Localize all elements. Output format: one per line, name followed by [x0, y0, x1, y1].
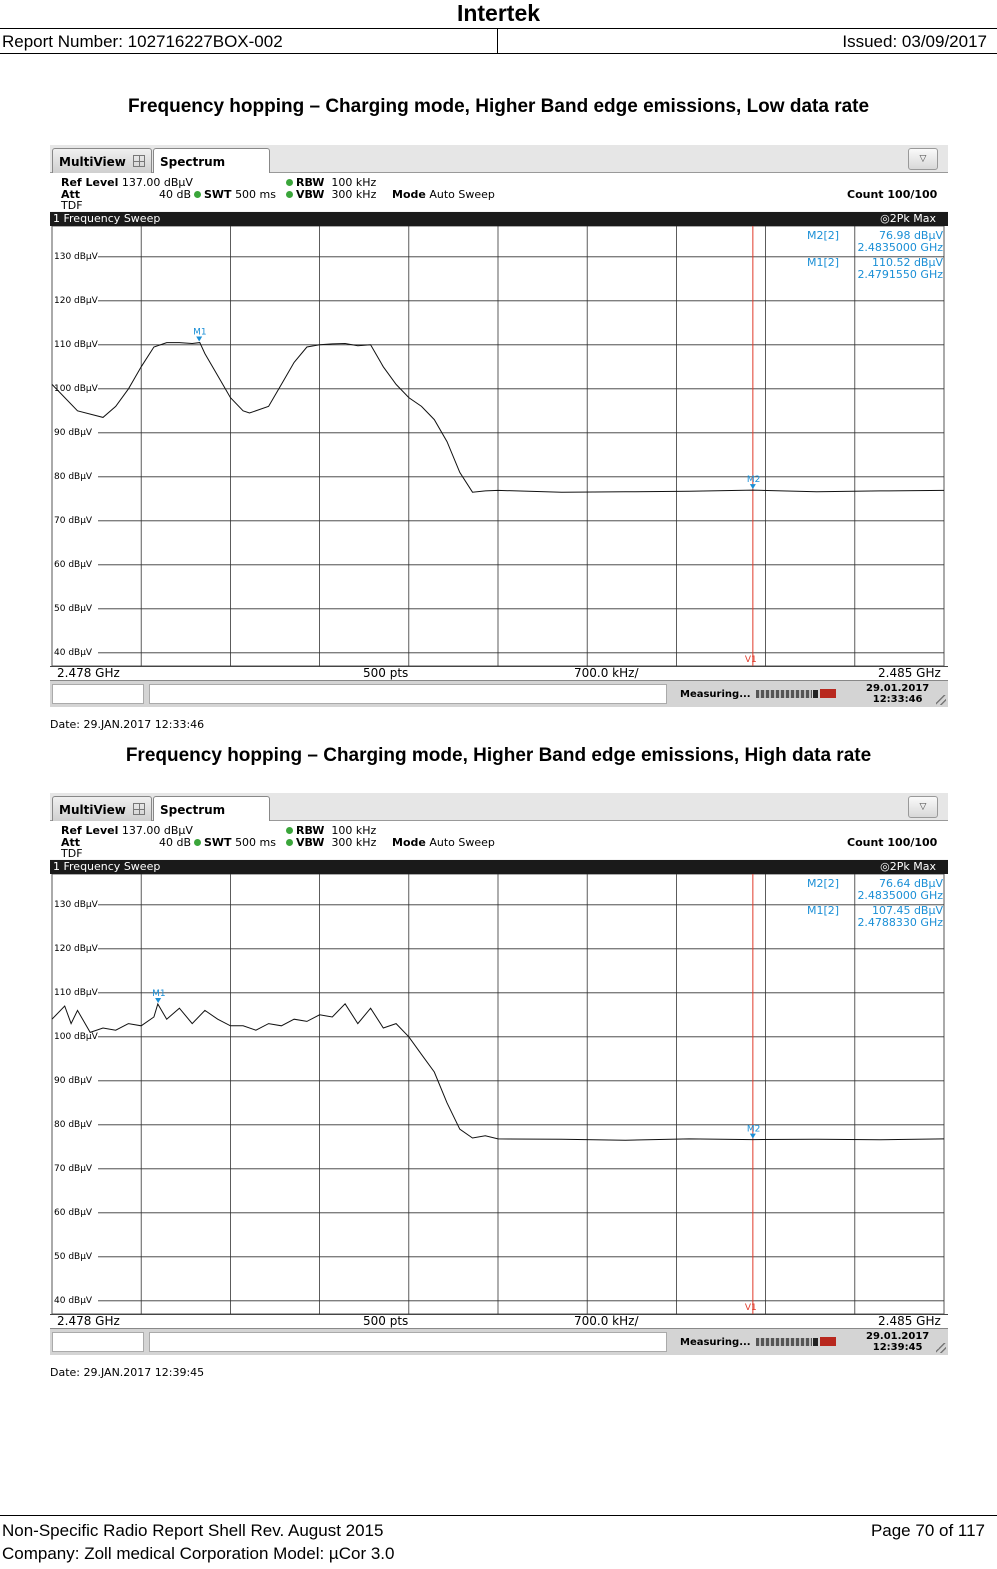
tdf-label: TDF: [61, 199, 83, 212]
measurement-params: [50, 173, 948, 211]
status-datetime: [866, 1331, 929, 1353]
status-datetime: [866, 683, 929, 705]
measuring-status: Measuring...: [680, 1337, 751, 1348]
message-field: [149, 1332, 667, 1352]
frequency-axis: [50, 666, 948, 680]
mode-value: Auto Sweep: [429, 188, 495, 201]
vbw-value: 300 kHz: [331, 188, 377, 201]
span-per-division: 700.0 kHz/: [574, 666, 639, 680]
marker-readout-level: 110.52 dBµV: [871, 256, 943, 269]
status-dot-icon: [286, 179, 293, 186]
vbw-label: VBW: [296, 836, 325, 849]
page-footer: [0, 1515, 997, 1563]
marker-readout-frequency: 2.4835000 GHz: [857, 889, 943, 902]
marker-label: M2: [746, 475, 761, 486]
status-dot-icon: [286, 827, 293, 834]
logo-icon: [820, 689, 836, 698]
marker-label: M1: [193, 327, 207, 338]
tab-multiview[interactable]: [52, 796, 152, 821]
status-dot-icon: [286, 191, 293, 198]
marker-readout-name: M2[2]: [807, 877, 840, 890]
start-frequency: 2.478 GHz: [57, 666, 120, 680]
y-tick-label: 60 dBµV: [54, 559, 93, 570]
stop-frequency: 2.485 GHz: [878, 1314, 941, 1328]
marker-readout-name: M2[2]: [807, 229, 840, 242]
stop-frequency: 2.485 GHz: [878, 666, 941, 680]
dropdown-button[interactable]: ▽: [908, 796, 938, 818]
y-tick-label: 110 dBµV: [54, 987, 98, 998]
marker-readout-frequency: 2.4788330 GHz: [857, 916, 943, 929]
marker-readout-name: M1[2]: [807, 256, 840, 269]
tab-multiview-label: MultiView: [59, 155, 126, 169]
status-dot-icon: [194, 839, 201, 846]
rbw-label: RBW: [296, 824, 325, 837]
trace-label: ◎2Pk Max: [880, 212, 936, 225]
company-title: Intertek: [456, 0, 541, 26]
v1-label: V1: [744, 655, 757, 665]
att-value: 40 dB: [159, 836, 192, 849]
y-tick-label: 70 dBµV: [54, 1163, 93, 1174]
y-tick-label: 90 dBµV: [54, 1075, 93, 1086]
spectrum-plot: [50, 874, 948, 1314]
marker-readout-level: 76.98 dBµV: [878, 229, 943, 242]
rbw-value: 100 kHz: [331, 824, 377, 837]
measurement-params: [50, 821, 948, 859]
tab-spectrum-label: Spectrum: [160, 803, 226, 817]
tab-spectrum[interactable]: [153, 148, 270, 174]
y-tick-label: 80 dBµV: [54, 1119, 93, 1130]
sweep-title-bar: [50, 212, 948, 226]
status-time: 12:33:46: [872, 694, 923, 705]
report-shell: Non-Specific Radio Report Shell Rev. August 2015: [2, 1521, 384, 1540]
sweep-title-bar: [50, 860, 948, 874]
frequency-axis: [50, 1314, 948, 1328]
tdf-label: TDF: [61, 847, 83, 860]
status-date: 29.01.2017: [866, 1331, 930, 1342]
issued-date: Issued: 03/09/2017: [842, 32, 987, 51]
resize-grip-icon[interactable]: [936, 695, 946, 705]
tab-bar: [50, 145, 948, 173]
status-field: [52, 1332, 144, 1352]
y-tick-label: 120 dBµV: [54, 943, 98, 954]
ref-level-label: Ref Level: [61, 824, 119, 837]
y-tick-label: 40 dBµV: [54, 1295, 93, 1306]
sweep-title: 1 Frequency Sweep: [53, 860, 161, 873]
att-label: Att: [61, 836, 81, 849]
trace-label: ◎2Pk Max: [880, 860, 936, 873]
start-frequency: 2.478 GHz: [57, 1314, 120, 1328]
marker-readout-level: 76.64 dBµV: [878, 877, 943, 890]
grid-icon: [133, 803, 145, 815]
measuring-status: Measuring...: [680, 689, 751, 700]
vbw-label: VBW: [296, 188, 325, 201]
analyzer-screenshot-high-rate: [50, 793, 948, 1355]
message-field: [149, 684, 667, 704]
grid-icon: [133, 155, 145, 167]
report-header-row: [0, 28, 997, 54]
ref-level-value: 137.00 dBµV: [121, 176, 193, 189]
y-tick-label: 130 dBµV: [54, 899, 98, 910]
mode-value: Auto Sweep: [429, 836, 495, 849]
ref-level-label: Ref Level: [61, 176, 119, 189]
page-number: Page 70 of 117: [870, 1521, 985, 1540]
status-bar: [50, 1328, 948, 1355]
y-tick-label: 50 dBµV: [54, 603, 93, 614]
y-tick-label: 100 dBµV: [54, 1031, 98, 1042]
tab-multiview[interactable]: [52, 148, 152, 173]
rbw-value: 100 kHz: [331, 176, 377, 189]
marker-label: M2: [746, 1124, 761, 1135]
mode-label: Mode: [392, 836, 426, 849]
status-time: 12:39:45: [872, 1342, 923, 1353]
sweep-points: 500 pts: [363, 666, 409, 680]
resize-grip-icon[interactable]: [936, 1343, 946, 1353]
swt-value: 500 ms: [235, 188, 277, 201]
mode-label: Mode: [392, 188, 426, 201]
y-tick-label: 40 dBµV: [54, 647, 93, 658]
ref-level-value: 137.00 dBµV: [121, 824, 193, 837]
status-bar: [50, 680, 948, 707]
swt-value: 500 ms: [235, 836, 277, 849]
status-dot-icon: [286, 839, 293, 846]
spectrum-chart: [50, 874, 948, 1314]
progress-bar: [756, 690, 812, 698]
progress-bar: [756, 1338, 812, 1346]
y-tick-label: 120 dBµV: [54, 295, 98, 306]
dropdown-button[interactable]: ▽: [908, 148, 938, 170]
plot-caption-low-rate: Frequency hopping – Charging mode, Higher Band edge emissions, Low data rate: [127, 96, 870, 117]
v1-label: V1: [744, 1303, 757, 1313]
analyzer-screenshot-low-rate: [50, 145, 948, 707]
y-tick-label: 70 dBµV: [54, 515, 93, 526]
marker-readout-name: M1[2]: [807, 904, 840, 917]
y-tick-label: 100 dBµV: [54, 383, 98, 394]
plot-caption-high-rate: Frequency hopping – Charging mode, Higher Band edge emissions, High data rate: [125, 745, 872, 766]
y-tick-label: 80 dBµV: [54, 471, 93, 482]
att-label: Att: [61, 188, 81, 201]
capture-date: Date: 29.JAN.2017 12:39:45: [50, 1366, 205, 1379]
tab-bar: [50, 793, 948, 821]
att-value: 40 dB: [159, 188, 192, 201]
swt-label: SWT: [204, 188, 232, 201]
rbw-label: RBW: [296, 176, 325, 189]
y-tick-label: 50 dBµV: [54, 1251, 93, 1262]
capture-date: Date: 29.JAN.2017 12:33:46: [50, 718, 205, 731]
spectrum-chart: [50, 226, 948, 666]
marker-readout-frequency: 2.4791550 GHz: [857, 268, 943, 281]
vbw-value: 300 kHz: [331, 836, 377, 849]
logo-icon: [820, 1337, 836, 1346]
marker-readout-level: 107.45 dBµV: [871, 904, 943, 917]
sweep-points: 500 pts: [363, 1314, 409, 1328]
header-divider: [497, 29, 498, 53]
y-tick-label: 130 dBµV: [54, 251, 98, 262]
status-field: [52, 684, 144, 704]
tab-spectrum[interactable]: [153, 796, 270, 822]
sweep-count: Count 100/100: [847, 836, 938, 849]
sweep-title: 1 Frequency Sweep: [53, 212, 161, 225]
status-date: 29.01.2017: [866, 683, 930, 694]
y-tick-label: 90 dBµV: [54, 427, 93, 438]
y-tick-label: 110 dBµV: [54, 339, 98, 350]
span-per-division: 700.0 kHz/: [574, 1314, 639, 1328]
swt-label: SWT: [204, 836, 232, 849]
status-dot-icon: [194, 191, 201, 198]
report-number: Report Number: 102716227BOX-002: [2, 32, 283, 51]
y-tick-label: 60 dBµV: [54, 1207, 93, 1218]
tab-spectrum-label: Spectrum: [160, 155, 226, 169]
marker-label: M1: [152, 989, 166, 1000]
marker-readout-frequency: 2.4835000 GHz: [857, 241, 943, 254]
tab-multiview-label: MultiView: [59, 803, 126, 817]
sweep-count: Count 100/100: [847, 188, 938, 201]
company-model: Company: Zoll medical Corporation Model: µCor 3.0: [2, 1544, 395, 1563]
spectrum-plot: [50, 226, 948, 666]
